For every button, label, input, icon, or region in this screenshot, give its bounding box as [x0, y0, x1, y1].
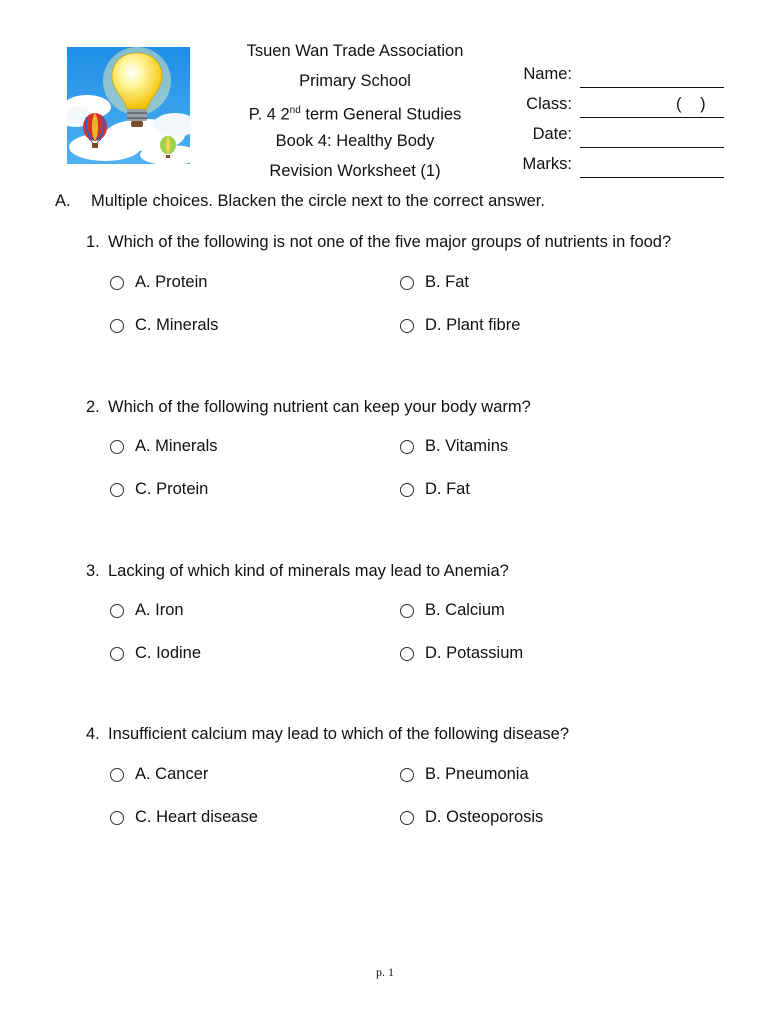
option-2c[interactable]	[110, 480, 208, 499]
option-2b[interactable]	[400, 437, 508, 456]
answer-circle[interactable]	[400, 319, 414, 333]
date-label: Date:	[532, 125, 572, 143]
option-3d[interactable]	[400, 644, 523, 663]
answer-circle[interactable]	[110, 604, 124, 618]
question-number: 4.	[86, 725, 100, 743]
page-number: p. 1	[376, 965, 394, 979]
question-4	[86, 725, 569, 744]
option-label: A. Protein	[135, 273, 208, 291]
marks-label: Marks:	[522, 155, 572, 173]
answer-circle[interactable]	[400, 647, 414, 661]
option-label: B. Calcium	[425, 601, 505, 619]
option-2d[interactable]	[400, 480, 470, 499]
header-title-block	[200, 36, 510, 186]
option-label: B. Vitamins	[425, 437, 509, 455]
question-number: 1.	[86, 233, 100, 251]
answer-circle[interactable]	[110, 319, 124, 333]
option-label: A. Iron	[135, 601, 184, 619]
book-title: Book 4: Healthy Body	[275, 132, 435, 150]
option-label: D. Fat	[425, 480, 470, 498]
answer-circle[interactable]	[400, 440, 414, 454]
option-3a[interactable]	[110, 601, 184, 620]
option-label: D. Potassium	[425, 644, 524, 662]
answer-circle[interactable]	[110, 276, 124, 290]
option-1d[interactable]	[400, 316, 520, 335]
question-number: 2.	[86, 398, 100, 416]
option-label: B. Pneumonia	[425, 765, 529, 783]
course-title: P. 4 2nd term General Studies	[248, 105, 462, 124]
question-2	[86, 398, 531, 417]
student-info-fields	[500, 61, 730, 181]
option-4a[interactable]	[110, 765, 208, 784]
answer-circle[interactable]	[400, 811, 414, 825]
date-field[interactable]	[500, 121, 730, 151]
marks-field[interactable]	[500, 151, 730, 181]
option-1c[interactable]	[110, 316, 218, 335]
name-field[interactable]	[500, 61, 730, 91]
school-name-line2: Primary School	[299, 72, 411, 90]
class-number-bracket: ( )	[676, 95, 706, 113]
class-label: Class:	[526, 95, 572, 113]
section-instruction: Multiple choices. Blacken the circle next to the correct answer.	[91, 192, 545, 210]
question-1	[86, 233, 671, 252]
worksheet-title: Revision Worksheet (1)	[269, 162, 441, 180]
answer-circle[interactable]	[400, 604, 414, 618]
option-1b[interactable]	[400, 273, 469, 292]
answer-circle[interactable]	[400, 483, 414, 497]
name-label: Name:	[523, 65, 572, 83]
answer-circle[interactable]	[110, 811, 124, 825]
section-letter: A.	[55, 192, 71, 210]
school-name-line1: Tsuen Wan Trade Association	[246, 42, 464, 60]
option-3b[interactable]	[400, 601, 505, 620]
question-3	[86, 562, 509, 581]
question-text: Lacking of which kind of minerals may lead to Anemia?	[108, 562, 509, 580]
answer-circle[interactable]	[400, 276, 414, 290]
option-4b[interactable]	[400, 765, 529, 784]
question-text: Insufficient calcium may lead to which of the following disease?	[108, 725, 570, 743]
answer-circle[interactable]	[110, 768, 124, 782]
option-label: D. Osteoporosis	[425, 808, 544, 826]
option-label: A. Minerals	[135, 437, 218, 455]
option-4c[interactable]	[110, 808, 258, 827]
answer-circle[interactable]	[110, 647, 124, 661]
answer-circle[interactable]	[400, 768, 414, 782]
option-label: D. Plant fibre	[425, 316, 521, 334]
hot-air-balloon-bulb-logo	[65, 47, 190, 164]
class-line[interactable]	[580, 117, 724, 118]
option-label: A. Cancer	[135, 765, 209, 783]
question-text: Which of the following nutrient can keep your body warm?	[108, 398, 531, 416]
option-label: C. Minerals	[135, 316, 219, 334]
option-label: B. Fat	[425, 273, 470, 291]
date-line[interactable]	[580, 147, 724, 148]
answer-circle[interactable]	[110, 440, 124, 454]
option-label: C. Iodine	[135, 644, 202, 662]
question-text: Which of the following is not one of the five major groups of nutrients in food?	[108, 233, 672, 251]
name-line[interactable]	[580, 87, 724, 88]
option-label: C. Heart disease	[135, 808, 258, 826]
section-a-heading	[55, 192, 545, 211]
class-field[interactable]	[500, 91, 730, 121]
marks-line[interactable]	[580, 177, 724, 178]
option-4d[interactable]	[400, 808, 543, 827]
answer-circle[interactable]	[110, 483, 124, 497]
option-1a[interactable]	[110, 273, 207, 292]
option-label: C. Protein	[135, 480, 209, 498]
option-3c[interactable]	[110, 644, 201, 663]
question-number: 3.	[86, 562, 100, 580]
option-2a[interactable]	[110, 437, 218, 456]
